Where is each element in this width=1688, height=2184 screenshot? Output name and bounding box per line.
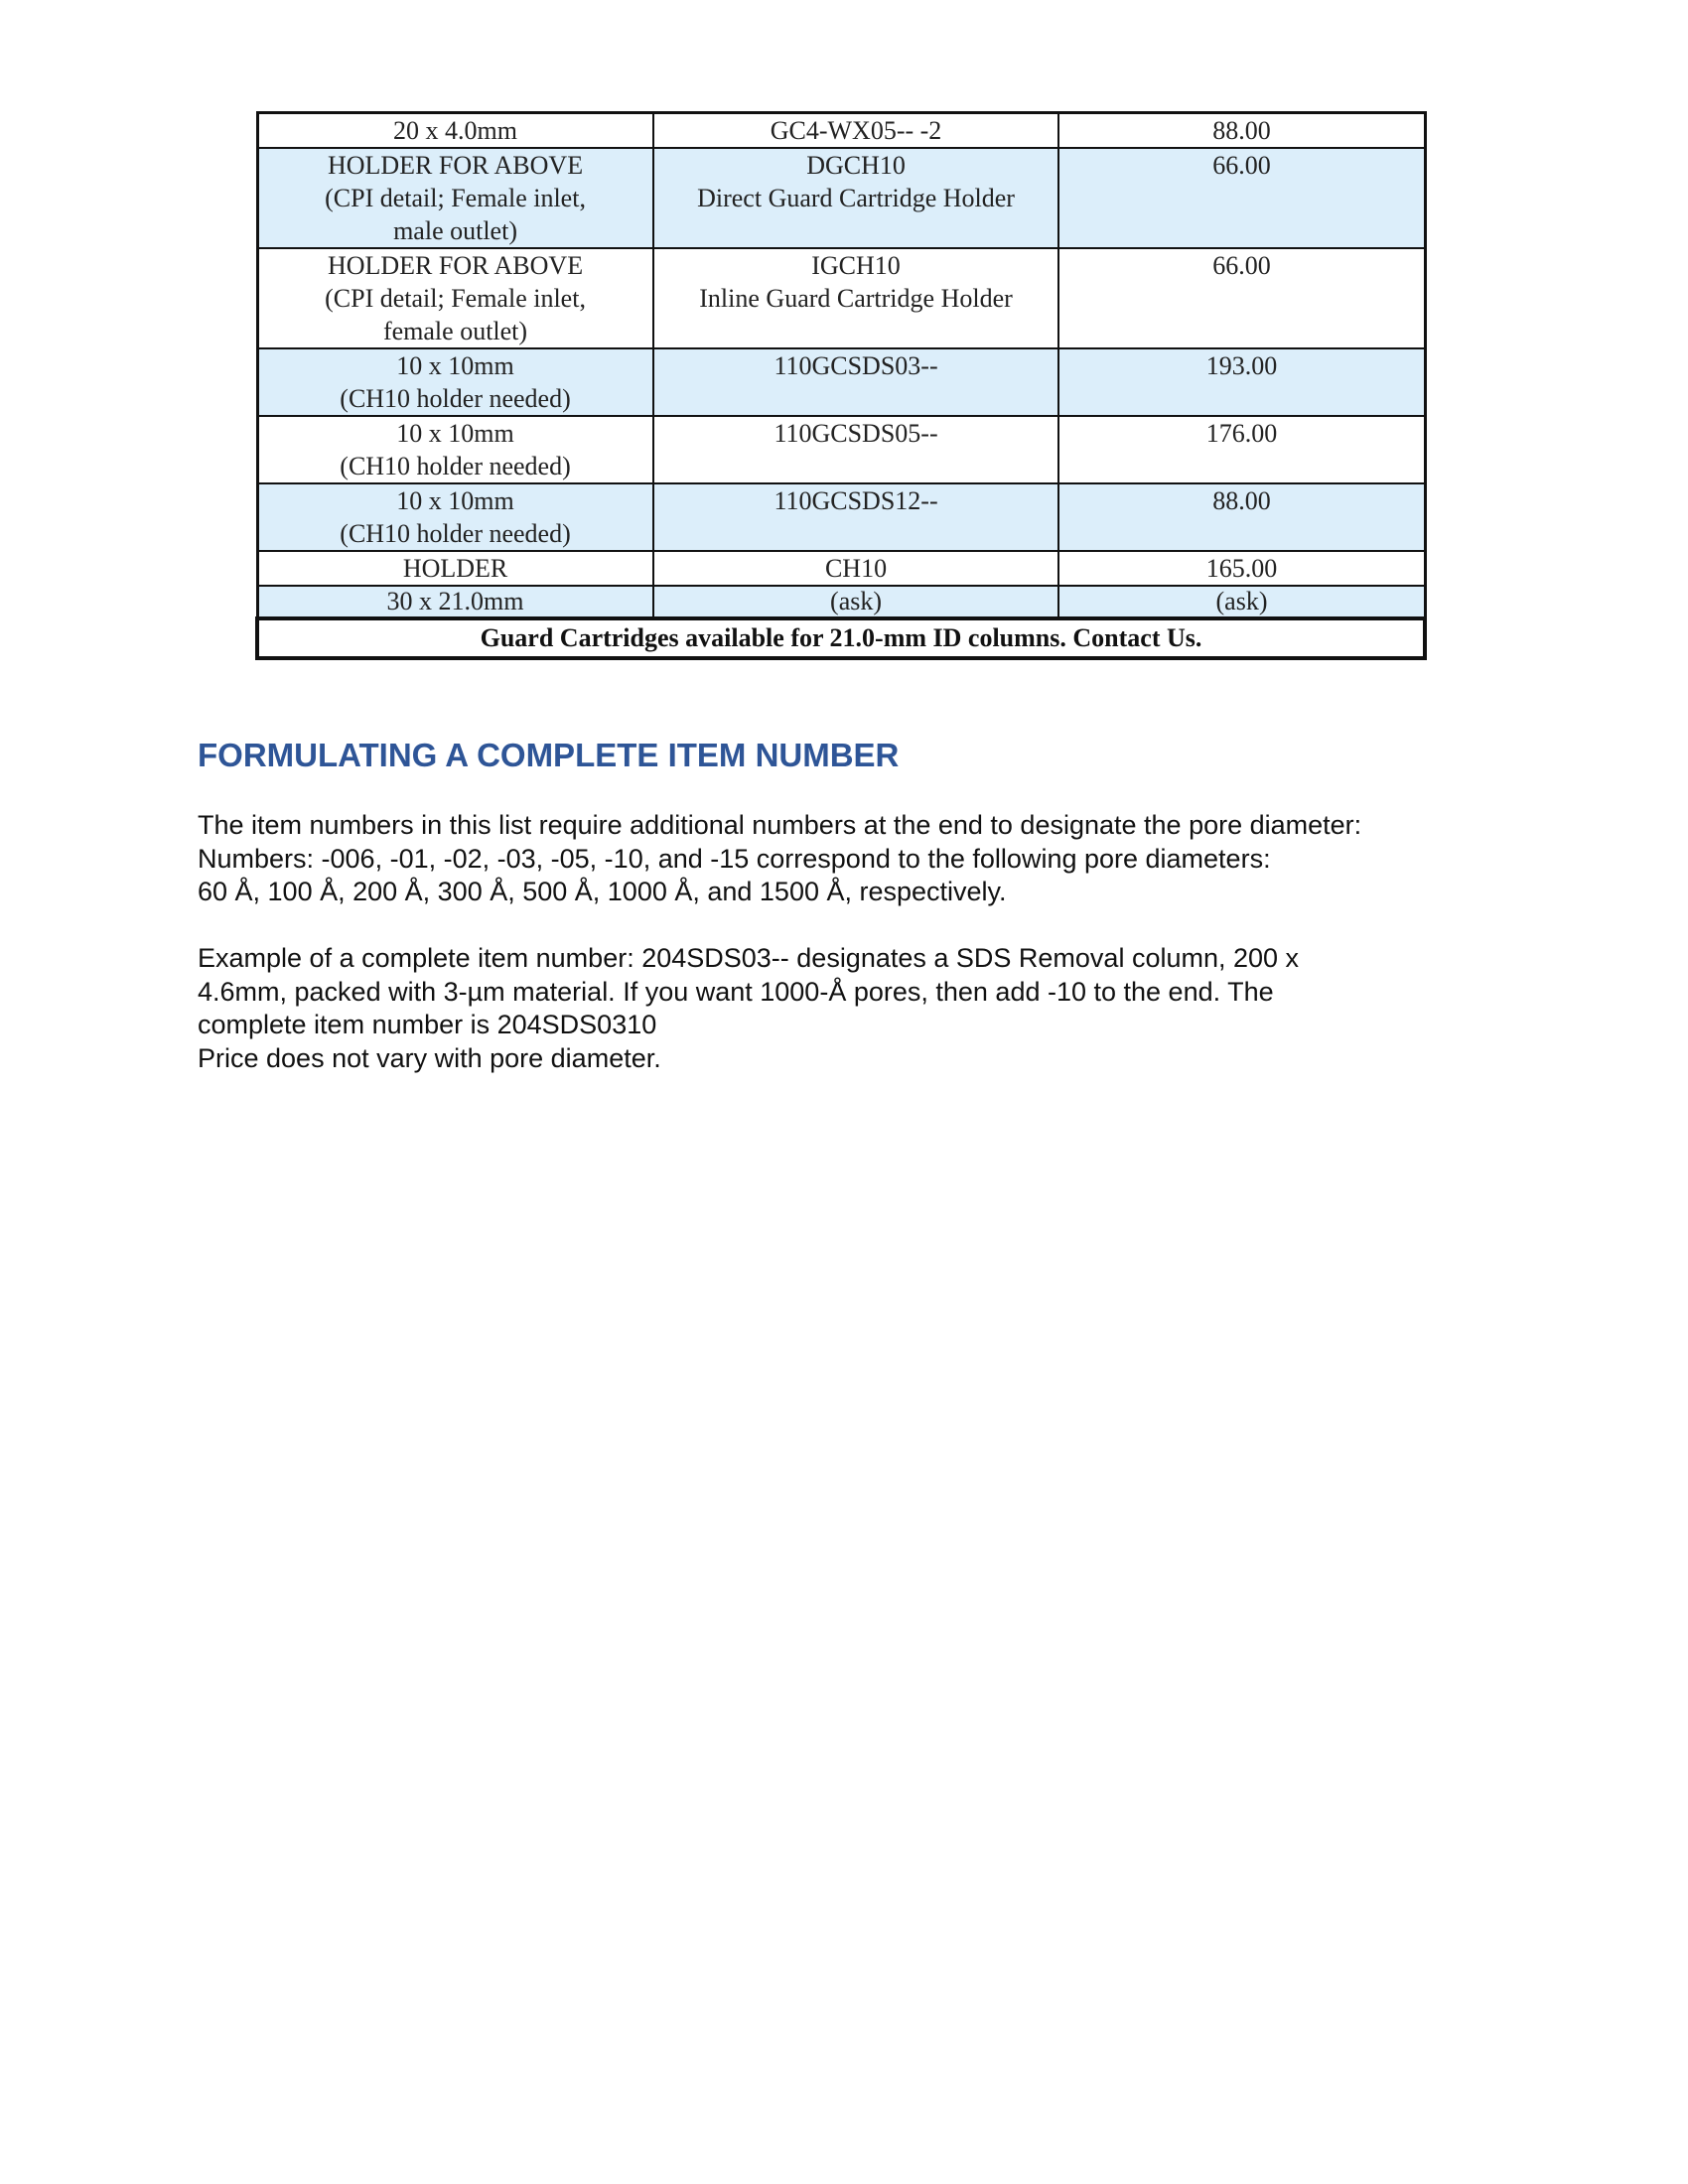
table-row	[257, 483, 1425, 551]
table-row	[257, 416, 1425, 483]
item-number-line: IGCH10	[811, 251, 901, 280]
table-footer-note: Guard Cartridges available for 21.0-mm ID columns. Contact Us.	[257, 618, 1425, 658]
price-cell: 176.00	[1058, 416, 1425, 483]
description-cell	[257, 348, 653, 416]
price-table-body	[257, 113, 1425, 659]
description-cell	[257, 586, 653, 618]
table-row	[257, 113, 1425, 149]
description-line: (CH10 holder needed)	[340, 384, 571, 413]
price-cell: 193.00	[1058, 348, 1425, 416]
description-line: 30 x 21.0mm	[386, 587, 524, 615]
example-paragraph	[198, 942, 1488, 1075]
price-cell: 66.00	[1058, 248, 1425, 348]
item-number-line: Inline Guard Cartridge Holder	[699, 284, 1013, 313]
item-number-line: DGCH10	[806, 151, 906, 180]
table-row	[257, 586, 1425, 618]
guard-cartridge-price-table	[255, 111, 1427, 660]
price-cell: (ask)	[1058, 586, 1425, 618]
description-line: 10 x 10mm	[396, 419, 514, 448]
description-line: (CH10 holder needed)	[340, 452, 571, 480]
paragraph-line: 60 Å, 100 Å, 200 Å, 300 Å, 500 Å, 1000 Å, and 1500 Å, respectively.	[198, 877, 1007, 906]
paragraph-line: Price does not vary with pore diameter.	[198, 1042, 661, 1073]
item-number-line: (ask)	[830, 587, 883, 615]
description-cell	[257, 248, 653, 348]
item-number-line: Direct Guard Cartridge Holder	[697, 184, 1015, 212]
table-row	[257, 248, 1425, 348]
description-line: (CPI detail; Female inlet,	[325, 184, 586, 212]
description-cell	[257, 113, 653, 149]
description-line: HOLDER FOR ABOVE	[327, 251, 584, 280]
item-number-cell	[653, 348, 1059, 416]
price-cell: 165.00	[1058, 551, 1425, 586]
item-number-cell	[653, 248, 1059, 348]
table-row	[257, 551, 1425, 586]
item-number-line: 110GCSDS03--	[774, 351, 938, 380]
description-line: (CH10 holder needed)	[340, 519, 571, 548]
description-cell	[257, 483, 653, 551]
description-line: 10 x 10mm	[396, 486, 514, 515]
item-number-cell	[653, 148, 1059, 248]
pore-diameter-paragraph	[198, 809, 1488, 909]
description-cell	[257, 416, 653, 483]
paragraph-line: 4.6mm, packed with 3-µm material. If you want 1000-Å pores, then add -10 to the end. The	[198, 976, 1274, 1007]
item-number-cell	[653, 483, 1059, 551]
price-cell: 88.00	[1058, 113, 1425, 149]
description-line: (CPI detail; Female inlet,	[325, 284, 586, 313]
paragraph-line: The item numbers in this list require additional numbers at the end to designate the pore diameter:	[198, 810, 1362, 840]
description-line: female outlet)	[382, 317, 528, 345]
description-line: 20 x 4.0mm	[393, 116, 517, 145]
item-number-line: GC4-WX05-- -2	[770, 116, 942, 145]
price-cell: 66.00	[1058, 148, 1425, 248]
paragraph-line: Example of a complete item number: 204SDS03-- designates a SDS Removal column, 200 x	[198, 943, 1300, 973]
item-number-line: 110GCSDS12--	[774, 486, 938, 515]
table-footer-row	[257, 618, 1425, 658]
description-line: HOLDER FOR ABOVE	[327, 151, 584, 180]
item-number-cell	[653, 416, 1059, 483]
description-cell	[257, 148, 653, 248]
table-row	[257, 348, 1425, 416]
description-line: HOLDER	[402, 554, 508, 583]
paragraph-line: Numbers: -006, -01, -02, -03, -05, -10, and -15 correspond to the following pore diameters:	[198, 843, 1271, 874]
section-heading: FORMULATING A COMPLETE ITEM NUMBER	[198, 737, 900, 773]
description-line: 10 x 10mm	[396, 351, 514, 380]
description-cell	[257, 551, 653, 586]
item-number-line: CH10	[824, 554, 888, 583]
description-line: male outlet)	[393, 216, 517, 245]
item-number-cell	[653, 113, 1059, 149]
item-number-line: 110GCSDS05--	[774, 419, 938, 448]
paragraph-line: complete item number is 204SDS0310	[198, 1010, 657, 1039]
item-number-cell	[653, 586, 1059, 618]
price-cell: 88.00	[1058, 483, 1425, 551]
table-row	[257, 148, 1425, 248]
item-number-cell	[653, 551, 1059, 586]
